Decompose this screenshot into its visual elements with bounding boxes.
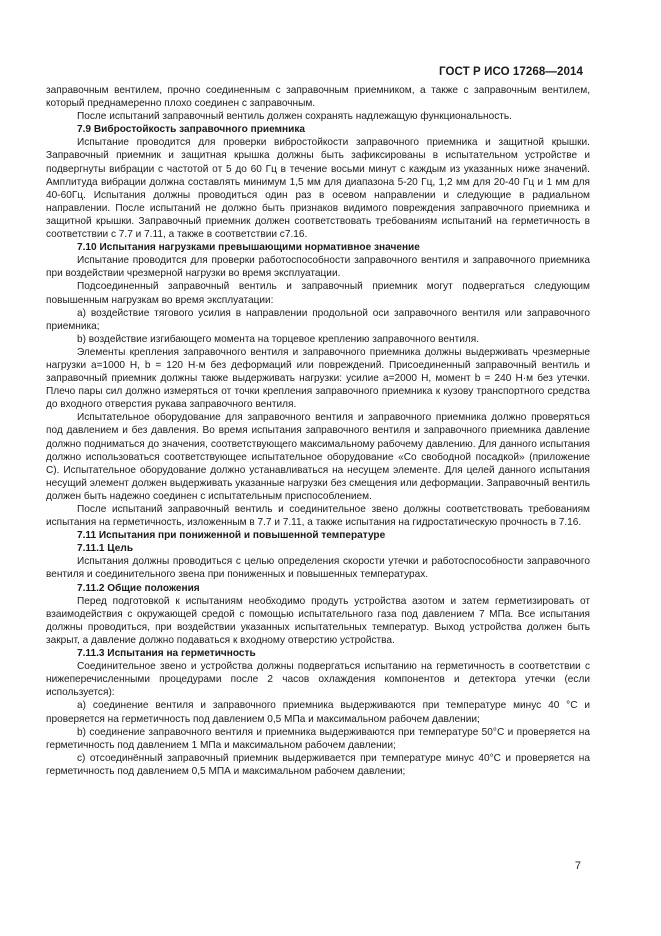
section-heading: 7.11.3 Испытания на герметичность (77, 648, 256, 660)
paragraph: После испытаний заправочный вентиль должен сохранять надлежащую функциональность. (77, 111, 512, 123)
paragraph: заправочным вентилем, прочно соединенным с заправочным приемником, а также с заправочным вентилем, который преднамеренно плохо соединен с заправочным. (46, 85, 590, 110)
paragraph: b) соединение заправочного вентиля и приемника выдерживаются при температуре 50°С и проверяется на герметичность под давлением 1 МПа и максимальном рабочем давлении; (46, 726, 590, 751)
paragraph: c) отсоединённый заправочный приемник выдерживается при температуре минус 40°С и проверяется на герметичность под давлением 0,5 МПА и максимальном рабочем давлении; (46, 752, 590, 777)
page-number: 7 (574, 860, 581, 872)
section-heading: 7.9 Вибростойкость заправочного приемника (77, 124, 305, 136)
paragraph: Перед подготовкой к испытаниям необходимо продуть устройства азотом и затем герметизировать от взаимодействия с окружающей средой с помощью испытательного газа под давлением 7 МПа. Все испытания должны проводиться, при воздействии указанных испытательных температур. Выход устройства должен быть закрыт, а давление должно подаваться к входному отверстию устройства. (46, 595, 590, 646)
document-header: ГОСТ Р ИСО 17268—2014 (438, 66, 583, 78)
paragraph: a) воздействие тягового усилия в направлении продольной оси заправочного вентиля или заправочного приемника; (46, 307, 590, 332)
paragraph: b) воздействие изгибающего момента на торцевое креплению заправочного вентиля. (77, 333, 480, 345)
paragraph: a) соединение вентиля и заправочного приемника выдерживаются при температуре минус 40 °С и проверяется на герметичность под давлением 0,5 МПа и максимальном рабочем давлении; (46, 700, 590, 725)
section-heading: 7.11.2 Общие положения (77, 582, 200, 594)
paragraph: Испытание проводится для проверки работоспособности заправочного вентиля и заправочного приемника при воздействии чрезмерной нагрузки во время эксплуатации. (46, 255, 590, 280)
paragraph: Испытательное оборудование для заправочного вентиля и заправочного приемника должно проверяться под давлением и без давления. Во время испытания заправочного вентиля и заправочного приемника давление должно подниматься до значения, соответствующего максимальному рабочему давлению. Для данного испытания должно использоваться соответствующее испытательное оборудование «Со свободной посадкой» (приложение С). Испытательное оборудование должно устанавливаться на несущем элементе. Для целей данного испытания несущий элемент должен выдерживать указанные нагрузки без смещения или деформации. Заправочный вентиль должен быть надежно соединен с испытательным приспособлением. (46, 412, 590, 502)
section-heading: 7.11.1 Цель (77, 543, 134, 555)
document-body (46, 84, 590, 778)
paragraph: Элементы крепления заправочного вентиля и заправочного приемника должны выдерживать чрезмерные нагрузки a=1000 Н, b = 120 Н·м без деформаций или повреждений. Присоединенный заправочный вентиль и заправочный приемник должны также выдерживать нагрузки: усилие a=2000 Н, момент b = 240 Н·м без утечки. Плечо пары сил должно измеряться от точки крепления заправочного приемника к кузову транспортного средства до входного отверстия рукава заправочного вентиля. (46, 346, 590, 411)
paragraph: После испытаний заправочный вентиль и соединительное звено должны соответствовать требованиям испытания на герметичность, изложенным в 7.7 и 7.11, а также испытания на гидростатическую прочность в 7.16. (46, 504, 590, 529)
section-heading: 7.11 Испытания при пониженной и повышенной температуре (77, 530, 386, 542)
section-heading: 7.10 Испытания нагрузками превышающими нормативное значение (77, 242, 420, 254)
paragraph: Испытание проводится для проверки вибростойкости заправочного приемника и защитной крышки. Заправочный приемник и защитная крышка должны быть зафиксированы в испытательном устройстве и подвергнуты вибрации с частотой от 5 до 60 Гц в течение восьми минут с каждым из указанных ниже значений. Амплитуда вибрации должна составлять минимум 1,5 мм для диапазона 5-20 Гц, 1,2 мм для 20-40 Гц и 1 мм для 40-60Гц. Испытания должны проводиться один раз в осевом направлении и следующие в радиальном направлении. После испытаний не должно быть признаков видимого повреждения заправочного приемника и защитной крышки. Заправочный приемник должен соответствовать требованиям испытаний на герметичность в соответствии с 7.7 и 7.11, а также в соответствии с7.16. (46, 137, 590, 241)
paragraph: Подсоединенный заправочный вентиль и заправочный приемник могут подвергаться следующим повышенным нагрузкам во время эксплуатации: (46, 281, 590, 306)
paragraph: Соединительное звено и устройства должны подвергаться испытанию на герметичность в соответствии с нижеперечисленными процедурами после 2 часов охлаждения компонентов и детектора утечки (если используется): (46, 661, 590, 699)
paragraph: Испытания должны проводиться с целью определения скорости утечки и работоспособности заправочного вентиля и соединительного звена при пониженных и повышенных температурах. (46, 556, 590, 581)
